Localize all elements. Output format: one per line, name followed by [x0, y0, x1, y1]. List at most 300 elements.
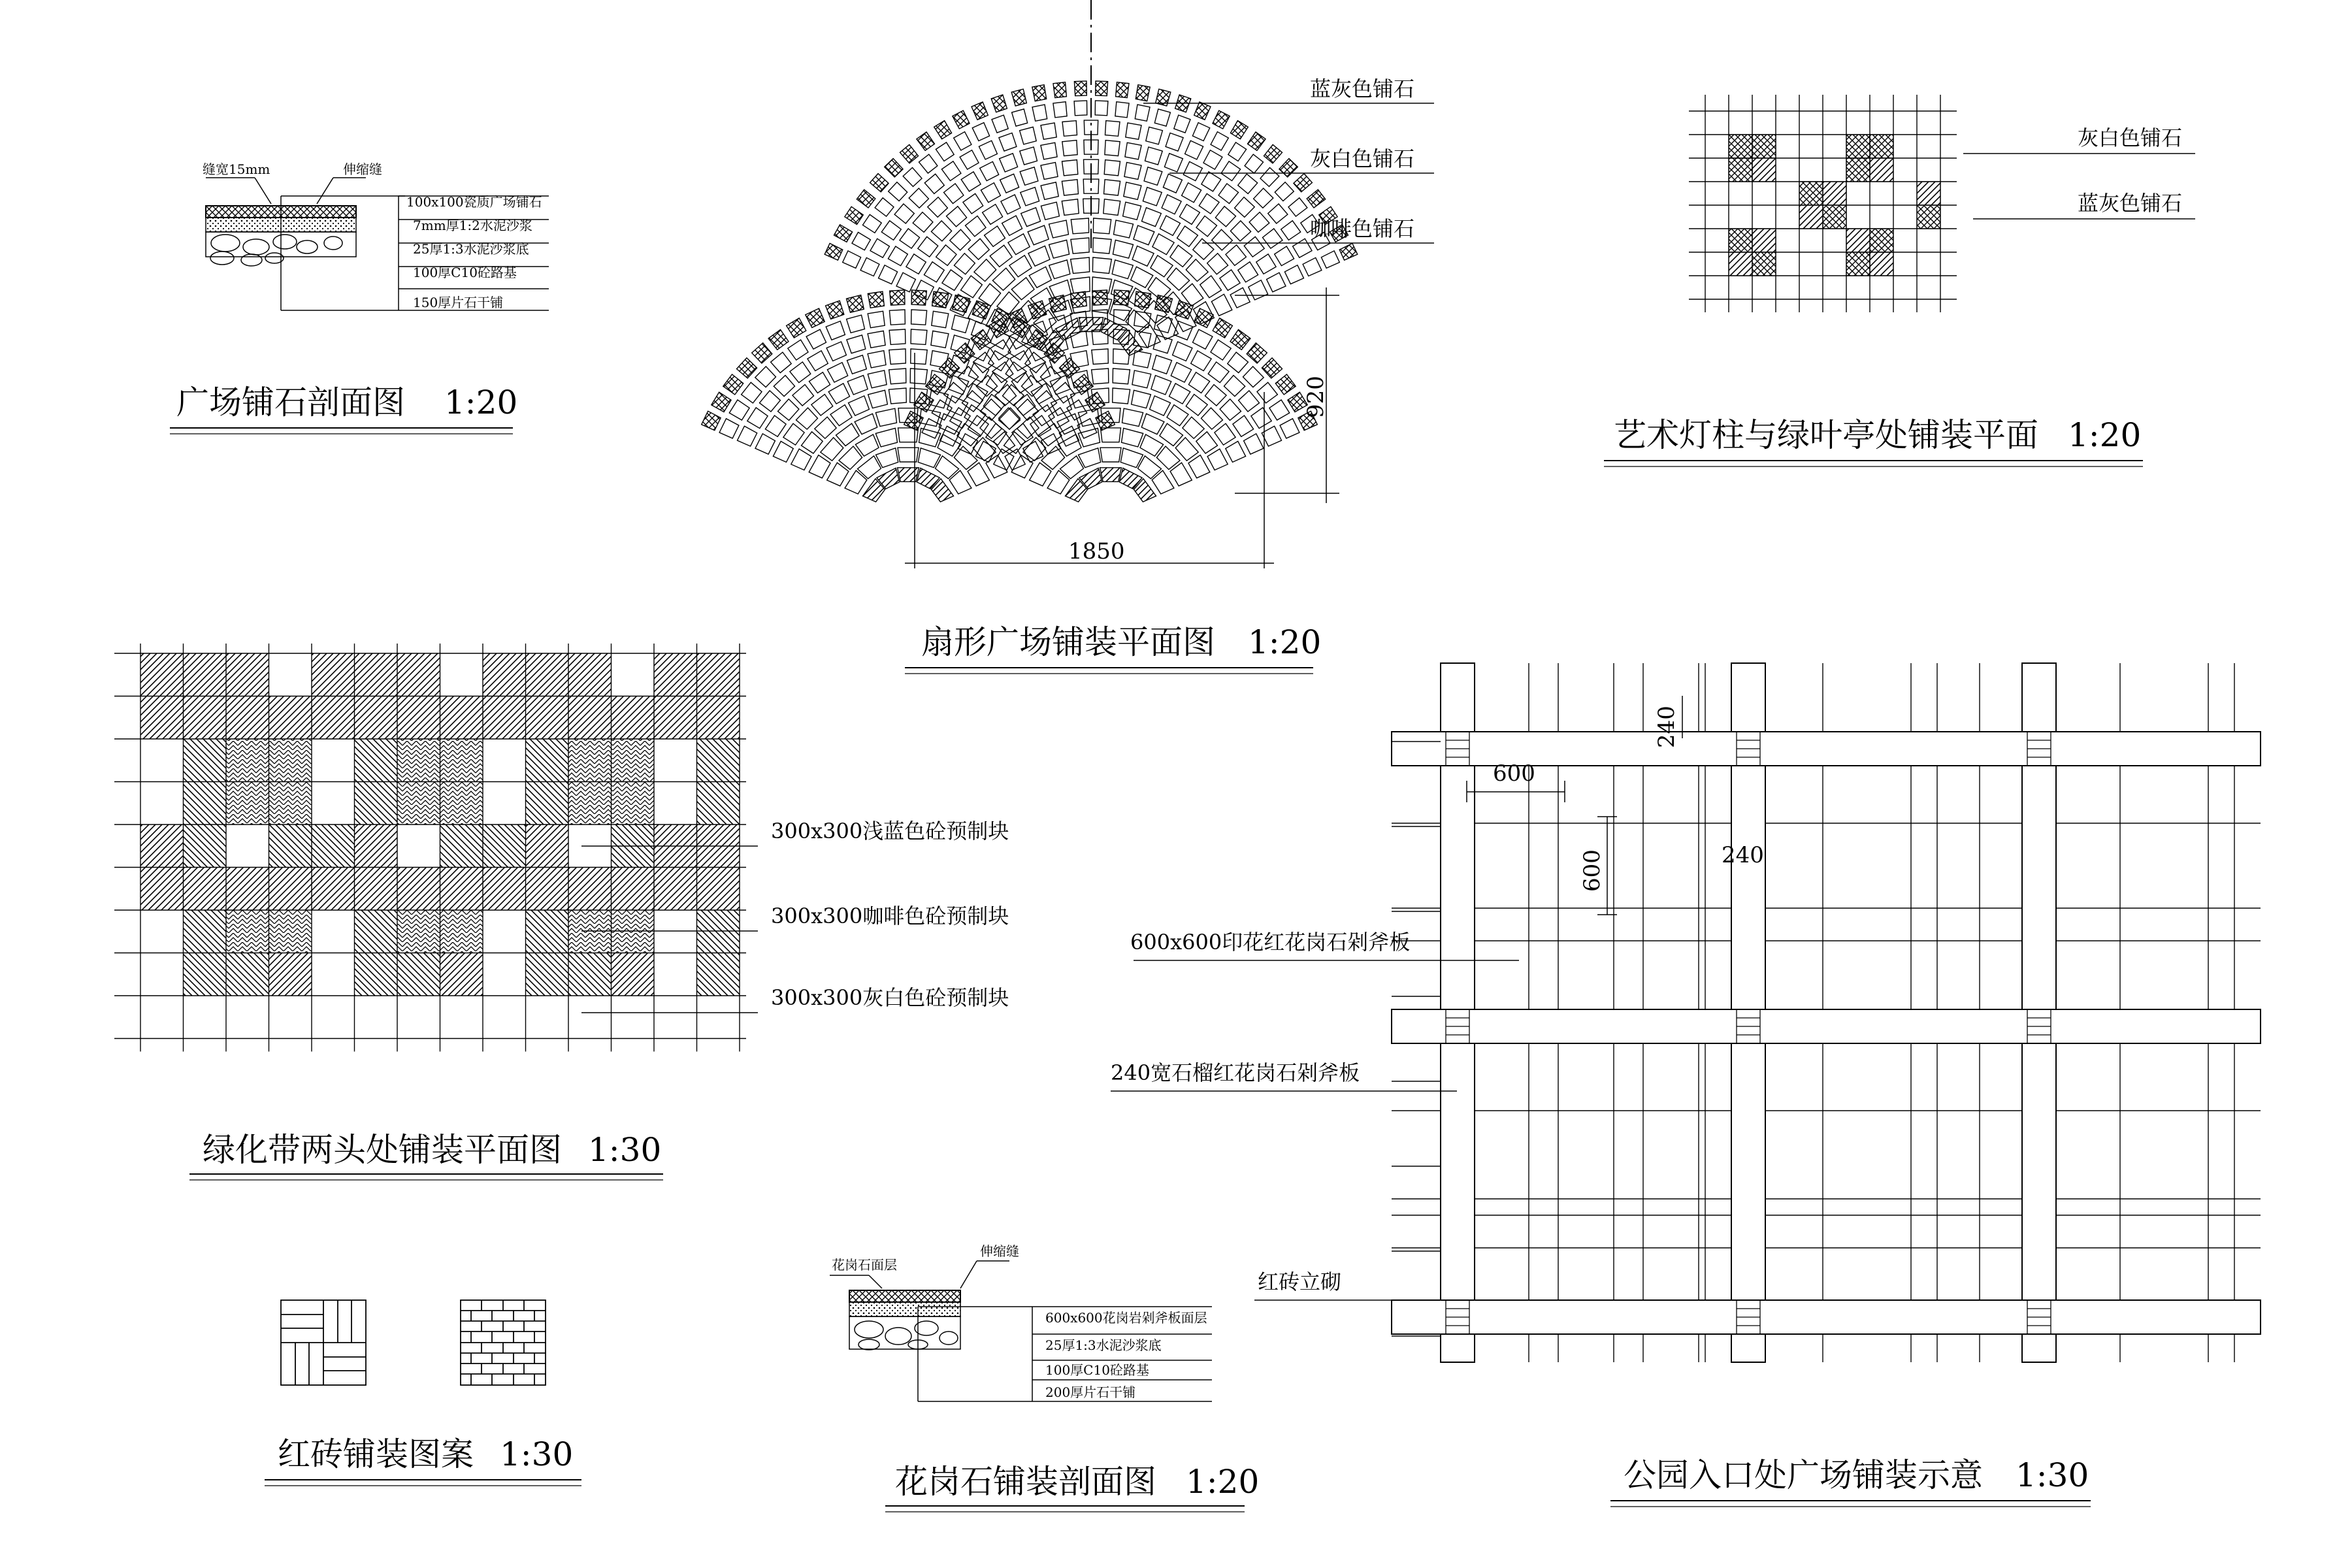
fan-paving-stone — [1059, 358, 1079, 378]
fan-paving-stone — [1041, 163, 1058, 180]
green-belt-tile — [697, 696, 740, 740]
fan-paving-stone — [1105, 140, 1120, 156]
fan-paving-stone — [932, 291, 949, 308]
fan-paving-stone — [1012, 109, 1028, 126]
park-entrance-plan — [1111, 663, 2261, 1507]
green-belt-tile — [397, 910, 440, 953]
fan-paving-stone — [992, 362, 1013, 383]
fan-paving-stone — [1230, 287, 1250, 308]
lamp-paving-tile — [1729, 229, 1752, 252]
fan-paving-stone — [1151, 376, 1171, 395]
fan-paving-stone — [711, 392, 731, 412]
lamp-paving-tile — [1752, 135, 1776, 158]
fan-paving-stone — [1062, 121, 1077, 137]
fan-paving-stone — [755, 367, 776, 387]
fan-paving-stone — [1215, 206, 1235, 227]
fan-paving-stone — [788, 340, 808, 360]
fan-paving-stone — [1116, 82, 1129, 98]
fan-paving-stone — [1264, 144, 1282, 163]
fan-paving-stone — [944, 184, 964, 204]
fan-paving-stone — [1005, 362, 1026, 383]
fan-paving-stone — [1177, 226, 1198, 246]
green-label-coffee: 300x300咖啡色砼预制块 — [771, 904, 1009, 928]
fan-paving-stone — [1135, 291, 1151, 308]
red-brick-scale: 1:30 — [500, 1435, 574, 1473]
fan-paving-stone — [890, 290, 905, 305]
fan-paving-stone — [1135, 85, 1150, 101]
fan-paving-stone — [1208, 362, 1229, 383]
fan-paving-stone — [1199, 193, 1219, 214]
plaza-section-scale: 1:20 — [444, 384, 518, 421]
fan-paving-stone — [1152, 234, 1174, 255]
fan-paving-stone — [1124, 182, 1141, 200]
fan-paving-stone — [974, 259, 996, 282]
green-belt-scale: 1:30 — [588, 1131, 662, 1169]
fan-paving-stone — [1226, 245, 1246, 266]
fan-paving-stone — [1041, 446, 1065, 470]
fan-paving-stone — [1251, 408, 1271, 429]
fan-paving-stone — [995, 385, 1017, 406]
fan-paving-stone — [889, 349, 906, 365]
green-belt-tile — [226, 782, 269, 825]
fan-paving-stone — [1104, 180, 1120, 195]
fan-paving-stone — [790, 362, 811, 383]
fan-paving-stone — [830, 405, 852, 426]
fan-paving-stone — [1070, 277, 1090, 293]
green-belt-tile — [184, 868, 227, 911]
fan-paving-stone — [1228, 352, 1249, 373]
fan-paving-stone — [1074, 101, 1087, 116]
fan-paving-stone — [1191, 351, 1211, 371]
green-belt-tile — [483, 868, 526, 911]
plaza-section-detail — [170, 161, 549, 434]
fan-paving-stone — [1003, 385, 1024, 406]
fan-dim-height: 920 — [1303, 376, 1329, 418]
fan-paving-stone — [991, 95, 1007, 112]
fan-paving-stone — [968, 363, 988, 382]
green-belt-tile — [612, 782, 655, 825]
green-belt-tile — [397, 739, 440, 782]
fan-paving-stone — [1275, 374, 1296, 395]
green-belt-tile — [184, 910, 227, 953]
fan-paving-stone — [1113, 240, 1133, 258]
fan-paving-stone — [928, 197, 948, 218]
fan-paving-stone — [992, 115, 1008, 133]
green-belt-tile — [269, 910, 312, 953]
fan-paving-stone — [855, 414, 877, 434]
green-belt-tile — [526, 782, 569, 825]
fan-paving-stone — [825, 244, 843, 261]
fan-paving-stone — [990, 245, 1012, 267]
fan-paving-stone — [1000, 154, 1018, 172]
fan-paving-stone — [1150, 396, 1171, 416]
fan-paving-stone — [1103, 199, 1120, 216]
fan-paving-stone — [961, 172, 981, 191]
plaza-layer-3: 25厚1:3水泥沙浆底 — [413, 241, 529, 257]
fan-paving-stone — [1062, 140, 1077, 156]
fan-paving-stone — [868, 311, 885, 327]
green-belt-tile — [355, 825, 398, 868]
fan-paving-stone — [847, 376, 868, 395]
fan-paving-stone — [843, 251, 861, 269]
fan-dim-width: 1850 — [1068, 538, 1125, 564]
fan-paving-stone — [1008, 234, 1030, 255]
fan-paving-stone — [1021, 188, 1039, 206]
fan-paving-stone — [900, 144, 919, 163]
fan-paving-stone — [979, 140, 997, 159]
fan-paving-stone — [1207, 449, 1228, 470]
fan-paving-stone — [911, 349, 928, 365]
fan-paving-stone — [918, 237, 938, 257]
green-belt-tile — [568, 739, 612, 782]
fan-paving-stone — [1257, 382, 1277, 403]
fan-paving-stone — [809, 372, 830, 393]
fan-paving-stone — [868, 351, 886, 368]
fan-paving-stone — [1186, 395, 1207, 416]
fan-paving-stone — [898, 468, 919, 482]
park-entrance-scale: 1:30 — [2016, 1456, 2089, 1494]
granite-band-horizontal — [1392, 1300, 2261, 1334]
green-belt-tile — [654, 696, 697, 740]
green-belt-tile — [397, 782, 440, 825]
fan-paving-stone — [1262, 358, 1282, 378]
fan-paving-stone — [1175, 438, 1198, 461]
fan-paving-stone — [783, 423, 804, 445]
fan-paving-stone — [1101, 428, 1121, 442]
fan-paving-stone — [1096, 81, 1108, 96]
fan-paving-stone — [868, 370, 887, 388]
fan-paving-stone — [1212, 229, 1233, 250]
lamp-paving-tile — [1846, 229, 1870, 252]
fan-paving-stone — [1321, 251, 1339, 269]
fan-paving-stone — [961, 276, 983, 298]
fan-paving-stone — [963, 193, 983, 214]
lamp-paving-tile — [1870, 135, 1893, 158]
fan-paving-stone — [986, 372, 1007, 393]
green-belt-tile — [140, 868, 184, 911]
fan-paving-stone — [888, 246, 907, 266]
green-belt-tile — [483, 653, 526, 696]
green-label-light-blue: 300x300浅蓝色砼预制块 — [771, 819, 1009, 843]
fan-paving-stone — [1135, 105, 1150, 121]
fan-paving-stone — [952, 315, 970, 333]
fan-paving-stone — [1144, 167, 1162, 186]
fan-paving-stone — [1071, 257, 1090, 274]
green-belt-tile — [440, 868, 483, 911]
green-belt-tile — [184, 739, 227, 782]
fan-paving-stone — [1115, 102, 1129, 118]
fan-paving-stone — [821, 438, 843, 461]
fan-paving-stone — [834, 225, 853, 242]
green-belt-tile — [269, 782, 312, 825]
red-brick-title: 红砖铺装图案 — [278, 1435, 474, 1473]
fan-paving-stone — [1114, 290, 1129, 305]
granite-layer-1: 600x600花岗岩剁斧板面层 — [1045, 1310, 1207, 1326]
lamp-paving-tile — [1799, 182, 1823, 205]
fan-paving-stone — [885, 159, 903, 177]
fan-paving-stone — [932, 311, 949, 327]
green-belt-plan — [114, 644, 1009, 1180]
fan-paving-stone — [1041, 142, 1057, 159]
fan-paving-stone — [1268, 204, 1288, 223]
fan-paving-stone — [896, 272, 915, 292]
fan-paving-stone — [1248, 132, 1266, 150]
green-belt-tile — [568, 696, 612, 740]
green-belt-tile — [355, 953, 398, 996]
fan-paving-stone — [792, 385, 814, 406]
fan-paving-stone — [1134, 311, 1151, 327]
park-dim-tile-height: 600 — [1579, 849, 1605, 892]
fan-paving-stone — [1011, 89, 1026, 106]
fan-paving-stone — [1303, 257, 1322, 276]
fan-paving-stone — [1114, 220, 1134, 238]
green-belt-tile — [226, 653, 269, 696]
fan-plaza-plan — [702, 0, 1434, 674]
fan-paving-stone — [723, 374, 743, 395]
green-belt-tile — [612, 739, 655, 782]
fan-paving-stone — [1122, 428, 1143, 447]
park-label-red-brick: 红砖立砌 — [1258, 1269, 1342, 1294]
fan-paving-stone — [1183, 161, 1202, 180]
fan-paving-stone — [985, 226, 1005, 246]
fan-paving-stone — [1030, 363, 1050, 382]
plaza-joint-label: 伸缩缝 — [343, 161, 382, 177]
fan-paving-stone — [972, 102, 988, 120]
plaza-gap-label: 缝宽15mm — [203, 161, 270, 177]
fan-paving-stone — [1193, 238, 1214, 259]
fan-paving-stone — [1262, 426, 1281, 446]
fan-paving-stone — [737, 358, 757, 378]
fan-paving-stone — [1160, 423, 1183, 446]
fan-paving-stone — [1156, 446, 1180, 470]
fan-paving-stone — [1200, 276, 1222, 298]
fan-paving-stone — [1249, 212, 1269, 233]
fan-paving-stone — [1203, 150, 1222, 169]
green-belt-tile — [526, 653, 569, 696]
fan-paving-stone — [828, 384, 849, 404]
fan-paving-stone — [911, 310, 927, 325]
fan-paving-stone — [839, 446, 862, 470]
fan-paving-stone — [1185, 140, 1203, 159]
green-belt-tile — [697, 868, 740, 911]
fan-paving-stone — [1032, 85, 1047, 101]
fan-paving-stone — [1179, 204, 1200, 225]
green-belt-tile — [526, 910, 569, 953]
fan-paving-stone — [868, 390, 888, 408]
green-belt-tile — [226, 739, 269, 782]
fan-paving-stone — [1032, 105, 1047, 121]
fan-paving-stone — [771, 352, 792, 373]
green-belt-tile — [612, 953, 655, 996]
fan-paving-stone — [826, 321, 845, 340]
fan-paving-stone — [806, 329, 826, 349]
green-belt-tile — [697, 653, 740, 696]
fan-paving-stone — [924, 262, 944, 282]
fan-paving-stone — [1021, 208, 1041, 227]
fan-paving-stone — [1235, 197, 1255, 218]
fan-paving-stone — [910, 368, 927, 384]
lamp-label-grey-white: 灰白色铺石 — [2078, 125, 2183, 150]
fan-paving-stone — [947, 206, 967, 227]
fan-paving-stone — [1124, 163, 1141, 180]
fan-paving-stone — [1057, 414, 1080, 434]
fan-paving-stone — [1000, 174, 1019, 193]
green-belt-tile — [312, 696, 355, 740]
green-belt-tile — [269, 825, 312, 868]
fan-paving-stone — [1152, 355, 1172, 374]
green-belt-tile — [526, 868, 569, 911]
fan-paving-stone — [768, 330, 789, 350]
park-dim-band-top: 240 — [1654, 706, 1680, 748]
fan-paving-stone — [1275, 246, 1294, 266]
fan-paving-stone — [1125, 142, 1141, 159]
fan-paving-stone — [898, 428, 919, 442]
fan-paving-stone — [931, 331, 949, 348]
granite-top-label: 花岗石面层 — [832, 1257, 897, 1273]
fan-paving-stone — [1263, 229, 1283, 248]
fan-paving-stone — [1238, 262, 1258, 282]
fan-paving-stone — [1142, 208, 1162, 227]
fan-paving-stone — [1183, 417, 1204, 438]
fan-paving-stone — [1123, 202, 1141, 220]
fan-paving-stone — [1279, 159, 1298, 177]
green-belt-tile — [568, 868, 612, 911]
lamp-paving-tile — [1752, 252, 1776, 276]
fan-paving-stone — [1134, 225, 1154, 245]
lamp-paving-tile — [1846, 158, 1870, 182]
fan-paving-stone — [1020, 167, 1038, 186]
fan-paving-stone — [1049, 240, 1070, 258]
fan-paving-stone — [881, 221, 901, 240]
fan-paving-stone — [964, 405, 986, 426]
fan-paving-stone — [1033, 405, 1054, 426]
lamp-paving-tile — [1729, 135, 1752, 158]
fan-paving-stone — [1173, 342, 1192, 361]
park-dim-band-mid: 240 — [1722, 842, 1764, 868]
fan-paving-stone — [1112, 260, 1133, 279]
granite-section-scale: 1:20 — [1186, 1463, 1260, 1501]
green-belt-tile — [697, 782, 740, 825]
fan-paving-stone — [1163, 174, 1182, 193]
fan-paving-stone — [863, 214, 882, 233]
fan-paving-stone — [1247, 343, 1267, 363]
fan-paving-stone — [875, 408, 896, 426]
fan-paving-stone — [1105, 121, 1120, 137]
fan-paving-stone — [936, 142, 954, 161]
green-belt-tile — [568, 653, 612, 696]
fan-paving-stone — [1213, 110, 1230, 129]
fan-paving-stone — [1194, 102, 1211, 120]
fan-paving-stone — [796, 408, 818, 429]
granite-layer-4: 200厚片石干铺 — [1045, 1384, 1136, 1400]
fan-paving-stone — [894, 204, 914, 223]
fan-paving-stone — [1070, 291, 1086, 308]
fan-paving-stone — [1053, 102, 1067, 118]
fan-paving-stone — [1167, 405, 1188, 426]
green-belt-tile — [355, 739, 398, 782]
green-belt-tile — [269, 953, 312, 996]
fan-paving-stone — [1145, 147, 1163, 165]
green-belt-tile — [397, 953, 440, 996]
fan-paving-stone — [1166, 133, 1183, 152]
fan-paving-stone — [983, 204, 1003, 225]
fan-paving-stone — [1188, 372, 1209, 393]
fan-paving-stone — [1041, 182, 1058, 200]
fan-paving-stone — [1126, 123, 1141, 139]
fan-paving-stone — [729, 400, 749, 420]
fan-paving-stone — [1288, 198, 1307, 216]
park-entrance-title: 公园入口处广场铺装示意 — [1624, 1456, 1983, 1494]
fan-paving-stone — [1132, 370, 1151, 388]
fan-paving-stone — [954, 446, 977, 470]
green-belt-tile — [184, 653, 227, 696]
fan-paving-stone — [1162, 195, 1181, 214]
green-belt-grid — [114, 644, 746, 1052]
fan-paving-stone — [847, 315, 865, 333]
green-belt-tile — [312, 825, 355, 868]
fan-paving-stone — [939, 414, 962, 434]
fan-paving-stone — [1002, 216, 1022, 235]
green-belt-tile — [440, 910, 483, 953]
fan-paving-stone — [1154, 109, 1170, 126]
fan-paving-stone — [1260, 168, 1279, 187]
fan-paving-stone — [836, 423, 860, 446]
fan-paving-stone — [1093, 218, 1111, 234]
green-belt-tile — [226, 696, 269, 740]
lamp-paving-tile — [1752, 158, 1776, 182]
green-belt-tile — [312, 868, 355, 911]
brick-pattern-basketweave — [281, 1300, 366, 1385]
fan-paving-stone — [983, 395, 1005, 416]
fan-paving-stone — [931, 221, 951, 241]
fan-paving-stone — [966, 216, 987, 237]
fan-paving-stone — [765, 416, 786, 436]
fan-paving-stone — [1294, 174, 1313, 192]
granite-joint-label: 伸缩缝 — [980, 1243, 1019, 1259]
fan-paving-stone — [1167, 268, 1189, 290]
fan-paving-stone — [1062, 180, 1078, 195]
fan-paving-stone — [719, 419, 739, 438]
fan-paving-stone — [1151, 255, 1173, 277]
green-belt-tile — [184, 953, 227, 996]
lamp-paving-tile — [1870, 229, 1893, 252]
fan-paving-stone — [1092, 368, 1109, 384]
fan-paving-pattern — [702, 81, 1358, 502]
fan-paving-stone — [1226, 441, 1246, 462]
green-belt-tile — [355, 782, 398, 825]
fan-paving-stone — [1164, 154, 1183, 172]
green-belt-tile — [184, 696, 227, 740]
green-belt-tile — [140, 653, 184, 696]
fan-paving-stone — [954, 253, 975, 274]
green-belt-tile — [355, 696, 398, 740]
fan-paving-stone — [972, 123, 989, 141]
fan-paving-stone — [1092, 257, 1111, 274]
fan-paving-stone — [870, 238, 889, 257]
fan-paving-stone — [802, 432, 823, 453]
green-belt-tile — [440, 953, 483, 996]
fan-paving-stone — [852, 233, 870, 250]
granite-band-horizontal — [1392, 1009, 2261, 1043]
fan-paving-stone — [1230, 121, 1248, 139]
fan-paving-stone — [1049, 260, 1070, 279]
fan-paving-stone — [1228, 142, 1247, 161]
green-belt-tile — [269, 739, 312, 782]
fan-paving-stone — [1071, 238, 1089, 253]
fan-paving-stone — [1186, 259, 1208, 282]
fan-paving-stone — [1211, 132, 1228, 150]
green-belt-tile — [440, 825, 483, 868]
